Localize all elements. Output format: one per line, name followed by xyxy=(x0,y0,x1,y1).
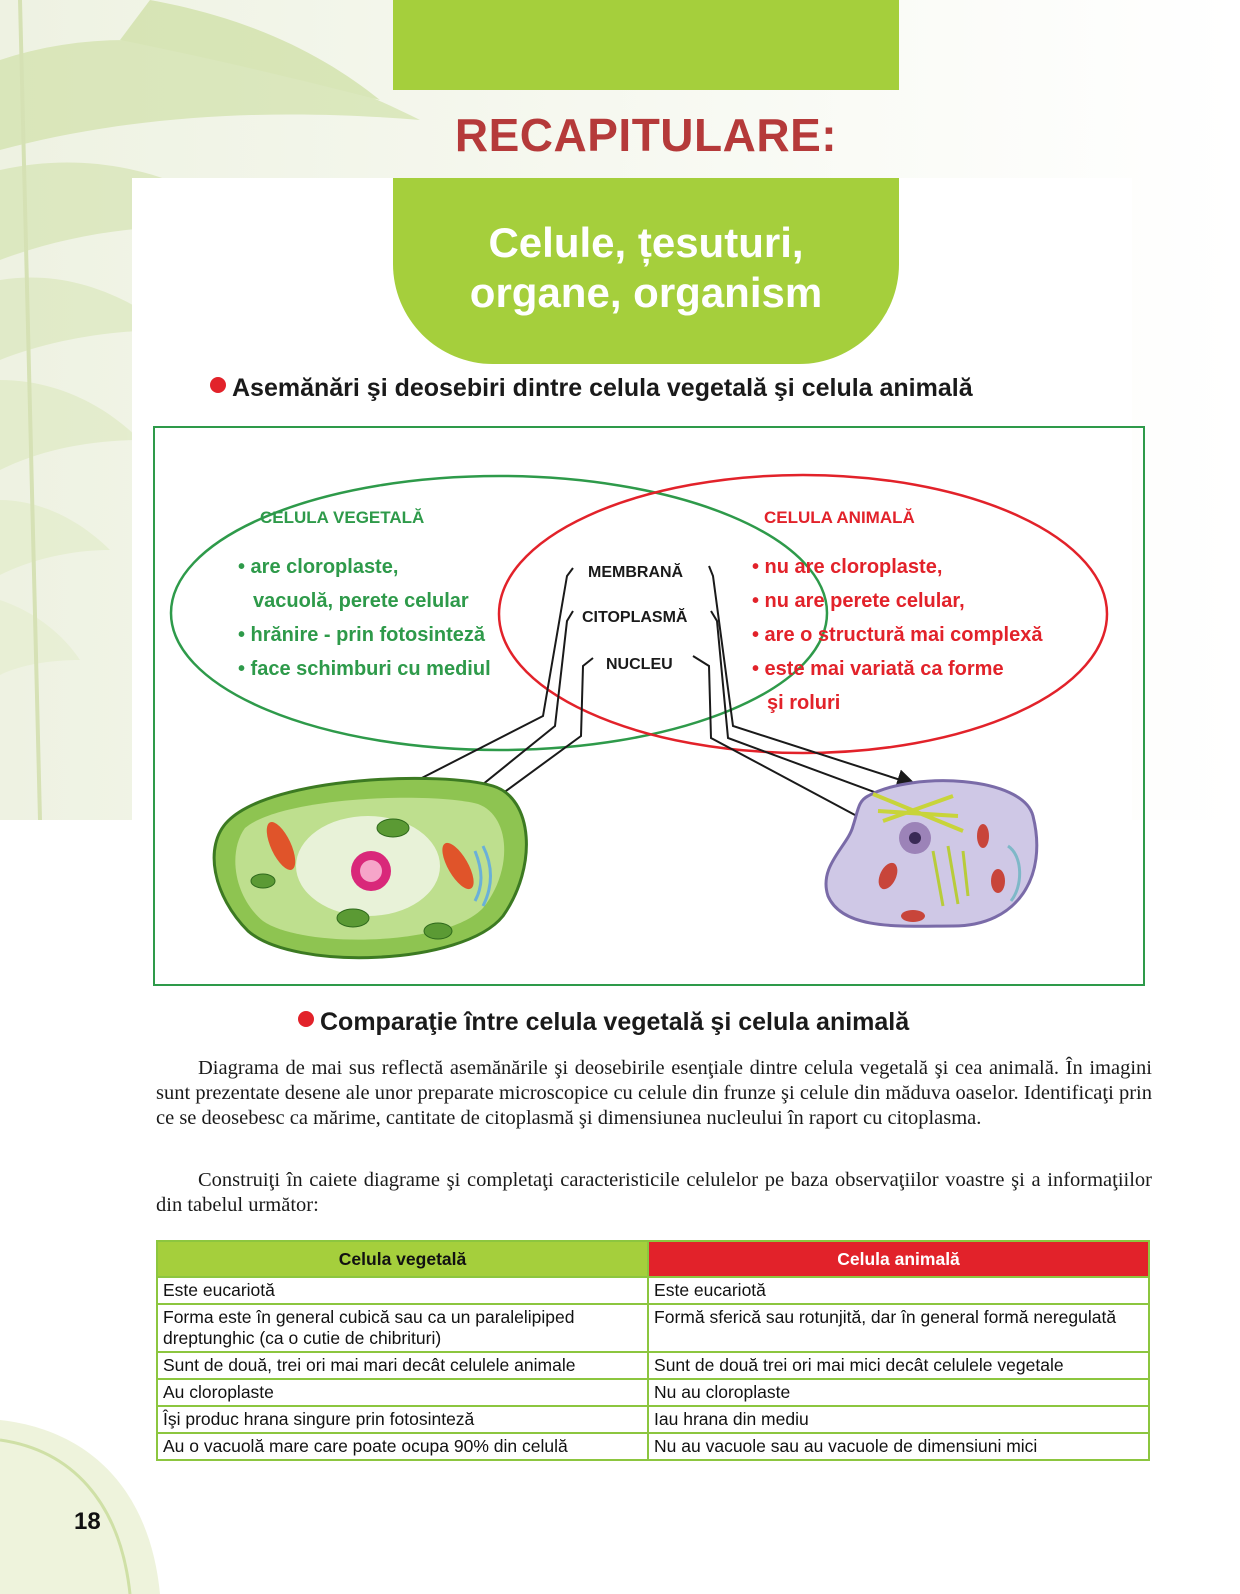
table-cell: Forma este în general cubică sau ca un paralelipiped dreptunghic (ca o cutie de chibrituri) xyxy=(157,1304,648,1352)
table-cell: Este eucariotă xyxy=(648,1277,1149,1304)
common-cytoplasm: CITOPLASMĂ xyxy=(582,609,688,626)
animal-feature: • nu are cloroplaste, xyxy=(752,556,943,578)
animal-cell-illustration xyxy=(826,781,1037,927)
animal-features-list xyxy=(752,550,1042,720)
plant-feature: • are cloroplaste, xyxy=(238,556,399,578)
section-heading-1-text: Asemănări şi deosebiri dintre celula vegetală şi celula animală xyxy=(232,374,973,402)
plant-feature: • hrănire - prin fotosinteză xyxy=(238,624,486,646)
plant-cell-label: CELULA VEGETALĂ xyxy=(260,508,425,527)
table-header-row xyxy=(157,1241,1149,1277)
table-row xyxy=(157,1304,1149,1352)
table-row xyxy=(157,1277,1149,1304)
paragraph-2 xyxy=(156,1168,1152,1218)
red-bullet-icon xyxy=(210,377,226,393)
subtitle-line-1: Celule, țesuturi, xyxy=(488,219,804,266)
table-cell: Au cloroplaste xyxy=(157,1379,648,1406)
common-nucleus: NUCLEU xyxy=(606,656,673,673)
animal-feature: şi roluri xyxy=(767,692,841,714)
table-cell: Sunt de două, trei ori mai mari decât celulele animale xyxy=(157,1352,648,1379)
plant-features-list xyxy=(238,550,491,686)
header-plant-cell: Celula vegetală xyxy=(157,1241,648,1277)
animal-feature: • este mai variată ca forme xyxy=(752,658,1004,680)
table-cell: Nu au cloroplaste xyxy=(648,1379,1149,1406)
table-row xyxy=(157,1352,1149,1379)
table-cell: Au o vacuolă mare care poate ocupa 90% din celulă xyxy=(157,1433,648,1460)
subtitle-line-2: organe, organism xyxy=(469,269,823,316)
animal-feature: • are o structură mai complexă xyxy=(752,624,1043,646)
section-heading-2 xyxy=(298,1008,909,1037)
paragraph-1 xyxy=(156,1056,1152,1131)
animal-feature: • nu are perete celular, xyxy=(752,590,965,612)
table-cell: Nu au vacuole sau au vacuole de dimensiuni mici xyxy=(648,1433,1149,1460)
paragraph-1-text: Diagrama de mai sus reflectă asemănările şi deosebirile esenţiale dintre celula vegetală şi cea animală. În imagini sunt prezentate desene ale unor preparate microscopice cu celule din frunze şi celule din măduva oaselor. Identificaţi prin ce se deosebesc ca mărime, cantitate de citoplasmă şi dimensiunea nucleului în raport cu citoplasma. xyxy=(156,1057,1152,1129)
plant-cell-illustration xyxy=(214,778,526,957)
section-heading-2-text: Comparaţie între celula vegetală şi celula animală xyxy=(320,1008,910,1036)
plant-feature: • face schimburi cu mediul xyxy=(238,658,491,680)
comparison-table xyxy=(156,1240,1150,1461)
subtitle xyxy=(393,218,899,318)
table-cell: Este eucariotă xyxy=(157,1277,648,1304)
red-bullet-icon xyxy=(298,1011,314,1027)
page-title: RECAPITULARE: xyxy=(454,109,838,161)
table-row xyxy=(157,1433,1149,1460)
section-heading-1 xyxy=(210,374,973,403)
animal-cell-label: CELULA ANIMALĂ xyxy=(764,508,915,527)
table-cell: Îşi produc hrana singure prin fotosinteză xyxy=(157,1406,648,1433)
common-membrane: MEMBRANĂ xyxy=(588,564,684,581)
table-row xyxy=(157,1406,1149,1433)
table-row xyxy=(157,1379,1149,1406)
paragraph-2-text: Construiţi în caiete diagrame şi completaţi caracteristicile celulelor pe baza observaţiilor voastre şi a informaţiilor din tabelul următor: xyxy=(156,1169,1152,1216)
table-cell: Formă sferică sau rotunjită, dar în general formă neregulată xyxy=(648,1304,1149,1352)
plant-feature: vacuolă, perete celular xyxy=(253,590,469,612)
table-cell: Sunt de două trei ori mai mici decât celulele vegetale xyxy=(648,1352,1149,1379)
header-animal-cell: Celula animală xyxy=(648,1241,1149,1277)
page-number: 18 xyxy=(74,1508,101,1535)
header-band xyxy=(393,0,899,90)
table-cell: Iau hrana din mediu xyxy=(648,1406,1149,1433)
